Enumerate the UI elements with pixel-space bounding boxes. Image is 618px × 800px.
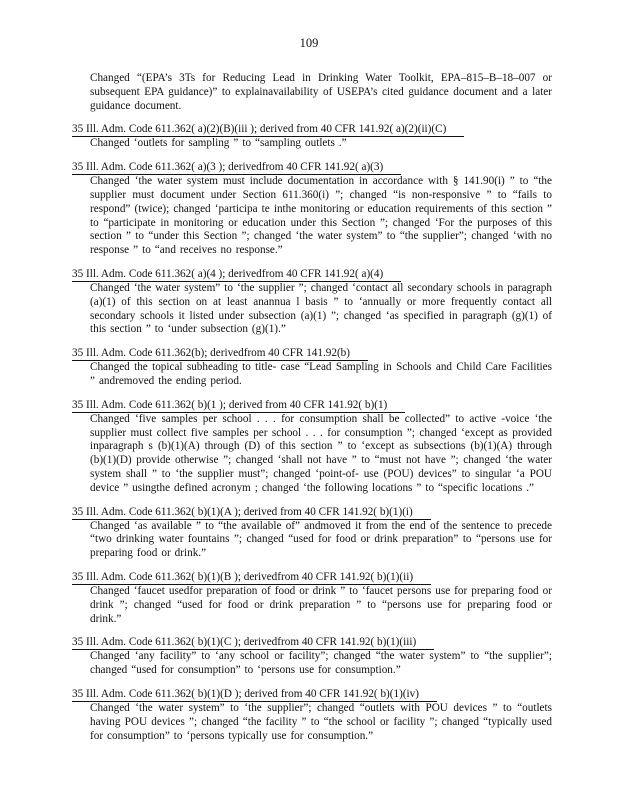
entry-body: Changed ‘the water system” to ‘the supplier ”; changed ‘contact all secondary schools in paragraph (a)(1) of this section on at least anannua l basis ” to ‘annually or more frequently contact all secondary schools it listed under subsection (a)(1) ”; changed ‘as specified in paragraph (g)(1) of this section ” to ‘under subsection (g)(1).”	[90, 281, 552, 336]
entry-body: Changed the topical subheading to title- case “Lead Sampling in Schools and Child Care Facilities ” andremoved the ending period.	[90, 361, 552, 387]
entry-heading: 35 Ill. Adm. Code 611.362( b)(1 ); derived from 40 CFR 141.92( b)(1)	[72, 399, 405, 413]
entry-body: Changed ‘the water system must include documentation in accordance with § 141.90(i) ” to “the supplier must document under Section 611.360(i) ”; changed “is non-responsive ” to “fails to respond” (twice); changed ‘participa te inthe monitoring or education requirements of this section ” to “participate in monitoring or education under this Section ”; changed ‘For the purposes of this section ” to “under this Section ”; changed ‘the water system” to “the supplier”; changed ‘with no response ” to “and receives no response.”	[90, 175, 552, 257]
entry-body: Changed ‘faucet usedfor preparation of food or drink ” to ‘faucet persons use for preparing food or drink ”; changed “used for food or drink preparation ” to “persons use for preparing food or drink.”	[90, 584, 552, 625]
entry-heading: 35 Ill. Adm. Code 611.362(b); derivedfrom 40 CFR 141.92(b)	[72, 347, 368, 361]
entry-heading: 35 Ill. Adm. Code 611.362( b)(1)(C ); derivedfrom 40 CFR 141.92( b)(1)(iii)	[72, 636, 434, 650]
entry	[72, 119, 552, 151]
entry	[72, 157, 552, 258]
entry	[72, 567, 552, 626]
entry-heading: 35 Ill. Adm. Code 611.362( a)(3 ); derivedfrom 40 CFR 141.92( a)(3)	[72, 161, 401, 175]
entry-heading: 35 Ill. Adm. Code 611.362( b)(1)(D ); derived from 40 CFR 141.92( b)(1)(iv)	[72, 688, 437, 702]
entry-heading: 35 Ill. Adm. Code 611.362( a)(4 ); derivedfrom 40 CFR 141.92( a)(4)	[72, 268, 401, 282]
entry	[72, 684, 552, 743]
page-content	[72, 72, 552, 749]
entry-body: Changed ‘the water system” to ‘the supplier”; changed “outlets with POU devices ” to “outlets having POU devices ”; changed “the facility ” to “the school or facility ”; changed “typically used for consumption” to ‘persons typically use for consumption.”	[90, 701, 552, 742]
entry-body: Changed ‘as available ” to “the available of” andmoved it from the end of the sentence to precede “two drinking water fountains ”; changed “used for food or drink preparation” to “persons use for preparing food or drink.”	[90, 519, 552, 560]
entry	[72, 395, 552, 496]
entry	[72, 632, 552, 678]
page-number: 109	[299, 36, 319, 50]
entry-heading: 35 Ill. Adm. Code 611.362( a)(2)(B)(iii ); derived from 40 CFR 141.92( a)(2)(ii)(C)	[72, 123, 464, 137]
lead-paragraph-block	[72, 72, 552, 113]
entry-body: Changed ‘outlets for sampling ” to “sampling outlets .”	[90, 137, 347, 150]
entry	[72, 343, 552, 389]
entry-heading: 35 Ill. Adm. Code 611.362( b)(1)(A ); derived from 40 CFR 141.92( b)(1)(i)	[72, 506, 431, 520]
entry-body: Changed ‘five samples per school . . . for consumption shall be collected” to active -voice ‘the supplier must collect five samples per school . . . for consumption ”; changed ‘except as provided inparagraph s (b)(1)(A) through (D) of this section ” to ‘except as subsections (b)(1)(A) through (b)(1)(D) provide otherwise ”; changed ‘shall not have ” to “must not have ”; changed ‘the water system shall ” to ‘the supplier must”; changed ‘point-of- use (POU) devices” to singular ‘a POU device ” usingthe defined acronym ; changed ‘the following locations ” to “specific locations .”	[90, 412, 552, 494]
lead-paragraph: Changed “(EPA’s 3Ts for Reducing Lead in Drinking Water Toolkit, EPA–815–B–18–007 or subsequent EPA guidance)” to explainavailability of USEPA’s cited guidance document and a later guidance document.	[90, 72, 552, 112]
entry	[72, 502, 552, 561]
entry-heading: 35 Ill. Adm. Code 611.362( b)(1)(B ); derivedfrom 40 CFR 141.92( b)(1)(ii)	[72, 571, 431, 585]
entry-body: Changed ‘any facility” to ‘any school or facility”; changed “the water system” to “the supplier”; changed “used for consumption” to ‘persons use for consumption.”	[90, 650, 552, 677]
entry	[72, 264, 552, 337]
